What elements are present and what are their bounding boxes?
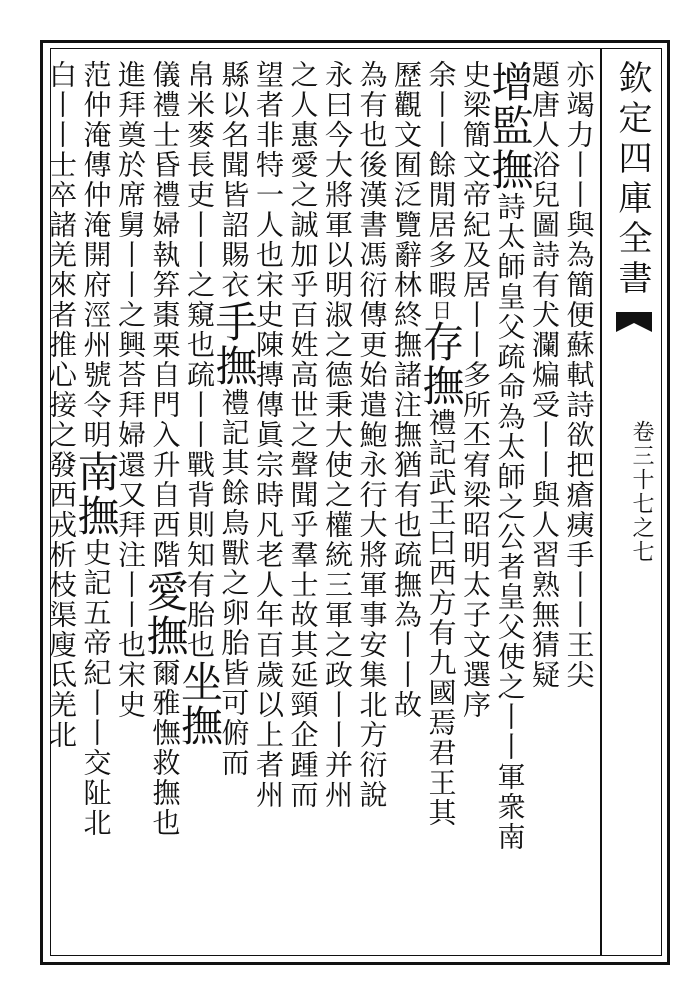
- text-run: 之人惠愛之誠加乎百姓高世之聲聞乎羣士故其延頸企踵而: [286, 60, 320, 810]
- headword: 撫: [485, 148, 535, 192]
- text-run: 亦竭力丨丨與為簡便蘇軾詩欲把瘡痍手丨丨王尖: [562, 60, 596, 690]
- text-run: 歷觀文囿泛覽辭林: [390, 60, 423, 300]
- text-column: [71, 60, 121, 838]
- text-run: 帛米麥長吏丨丨之: [183, 60, 216, 300]
- text-column: [113, 60, 147, 720]
- text-column: [355, 60, 389, 810]
- text-run: 題唐人浴兒圖詩有犬瀾煸受丨丨與人習熟無猜疑: [528, 60, 561, 690]
- headword: 撫: [175, 704, 224, 748]
- text-column: [286, 60, 320, 810]
- headword: 撫: [140, 614, 190, 658]
- headword: 撫: [209, 344, 259, 388]
- text-run: 史記五帝紀丨丨交阯北: [79, 538, 113, 838]
- text-column: [389, 60, 423, 720]
- headword: 南: [71, 450, 121, 494]
- headword: 手: [209, 300, 259, 344]
- headword: 撫: [71, 494, 121, 538]
- text-run: 余丨丨餘閒居多暇: [424, 60, 458, 300]
- text-run: 為有也後漢書馮衍傳更始遣鮑永行大將軍事安集北方衍說: [355, 60, 389, 810]
- headword: 監: [485, 104, 535, 148]
- text-run: 禮記武王曰西方有九國焉君王其: [424, 408, 458, 828]
- text-run: 爾雅憮救撫也: [148, 658, 182, 838]
- text-column: [485, 60, 535, 852]
- text-run: 窺也疏丨丨戰背則知有胎也: [183, 300, 216, 660]
- headword: 存: [416, 320, 466, 364]
- text-column: [562, 60, 596, 690]
- text-run: 日: [428, 300, 453, 320]
- text-run: 儀禮士昏禮婦執笲棗栗自門入升自西階: [148, 60, 182, 570]
- text-column: [320, 60, 354, 810]
- text-run: 范仲淹傳仲淹開府涇州號令明: [79, 60, 113, 450]
- text-run: 永曰今大將軍以明淑之德秉大使之權統三軍之政丨丨并州: [321, 60, 354, 810]
- headword: 增: [485, 60, 535, 104]
- text-run: 詩太師皇父疏命為太師之公者皇父使之丨丨軍衆南: [493, 192, 527, 852]
- text-run: 縣以名聞皆詔賜衣: [217, 60, 251, 300]
- text-run: 白丨丨士卒諸羌來者推心接之: [45, 60, 78, 450]
- text-run: 發西戎析枝渠廋氐羌北: [45, 450, 78, 750]
- volume-label: 卷三十七之七: [629, 420, 654, 564]
- text-column: [44, 60, 78, 750]
- text-run: 注丨丨也宋史: [114, 540, 147, 720]
- text-run: 進拜奠於席舅丨丨之興荅拜婦還又拜: [114, 60, 147, 540]
- text-column: [416, 60, 466, 828]
- book-title: 欽定四庫全書: [612, 60, 652, 300]
- text-run: 終撫諸注撫猶有也疏撫為丨丨故: [390, 300, 423, 720]
- headword: 愛: [140, 570, 190, 614]
- headword: 撫: [416, 364, 466, 408]
- text-column: [140, 60, 190, 838]
- text-run: 望者非特一人也宋史陳摶傳眞宗時凡老人年百歲以上者州: [252, 60, 285, 810]
- headword: 坐: [175, 660, 224, 704]
- text-run: 史梁簡文帝紀及居丨丨多所丕宥梁昭明太子文選序: [459, 60, 492, 720]
- text-column: [251, 60, 285, 810]
- text-run: 禮記其餘鳥獸之卵胎皆可俯而: [217, 388, 251, 778]
